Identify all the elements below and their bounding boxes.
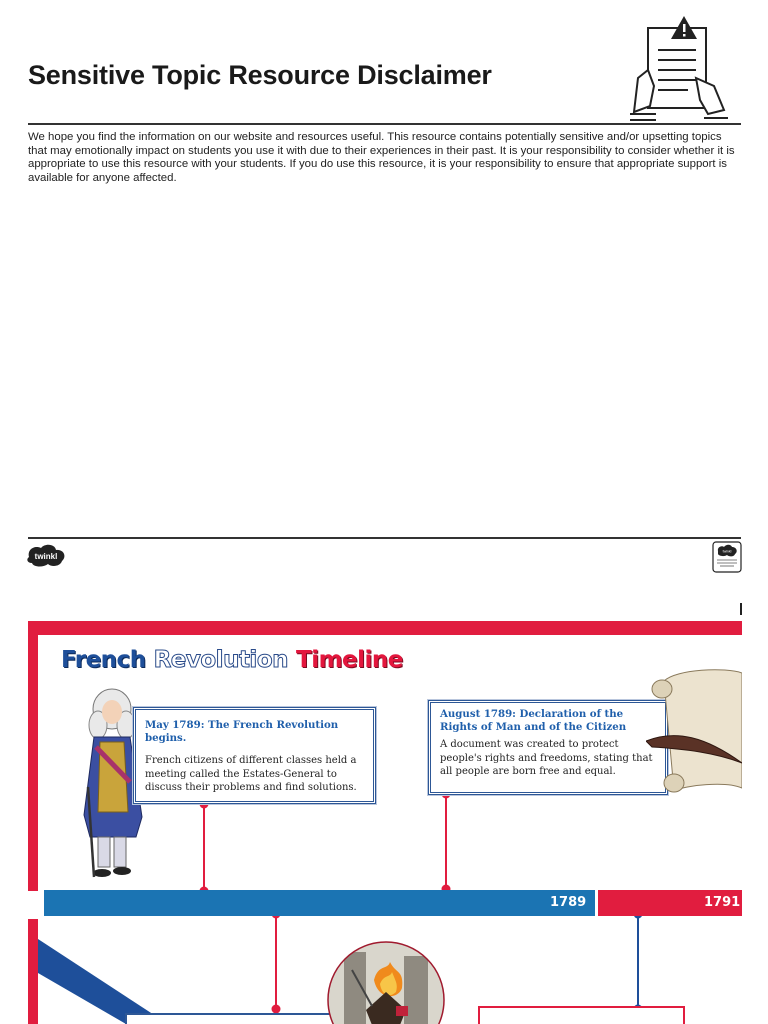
event-heading: August 1789: Declaration of the Rights of Man and of the Citizen (440, 708, 627, 733)
page-edge-mark (740, 603, 742, 615)
quality-seal-icon (712, 541, 742, 573)
twinkl-logo-text: twinkl (34, 552, 58, 561)
timeline-title (61, 647, 411, 673)
scroll-quill-illustration (646, 663, 742, 793)
seal-text: twinkl (722, 549, 732, 554)
footer-rule (28, 537, 741, 539)
title-word-timeline: Timeline (296, 647, 403, 673)
timeline-poster (28, 621, 742, 1024)
title-word-french: French (61, 647, 146, 673)
disclaimer-text: We hope you find the information on our website and resources useful. This resource contains potentially sensitive and/or upsetting topics that may emotionally impact on students you use it with due to their experiences in their past. It is your responsibility to consider whether it is appropriate to use this resource with your students. If you do use this resource, it is your responsibility to ensure that appropriate support is available for anyone affected. (28, 131, 735, 184)
twinkl-logo[interactable] (25, 543, 67, 568)
bastille-illustration (326, 940, 446, 1024)
title-rule (28, 123, 741, 125)
page-title: Sensitive Topic Resource Disclaimer (28, 60, 492, 90)
event-heading: May 1789: The French Revolution begins. (145, 719, 339, 744)
year-label-1791: 1791 (704, 895, 741, 910)
timeline-bar-1789 (44, 890, 595, 916)
year-label-1789: 1789 (550, 895, 587, 910)
event-description: A document was created to protect people's rights and freedoms, stating that all people are born free and equal. (440, 739, 653, 777)
event-box-august-1789 (428, 700, 668, 795)
title-word-revolution: Revolution (153, 647, 288, 673)
event-box-may-1789 (133, 707, 376, 804)
event-description: French citizens of different classes held a meeting called the Estates-General to discuss their problems and find solutions. (145, 755, 357, 793)
warning-document-icon (628, 14, 730, 126)
